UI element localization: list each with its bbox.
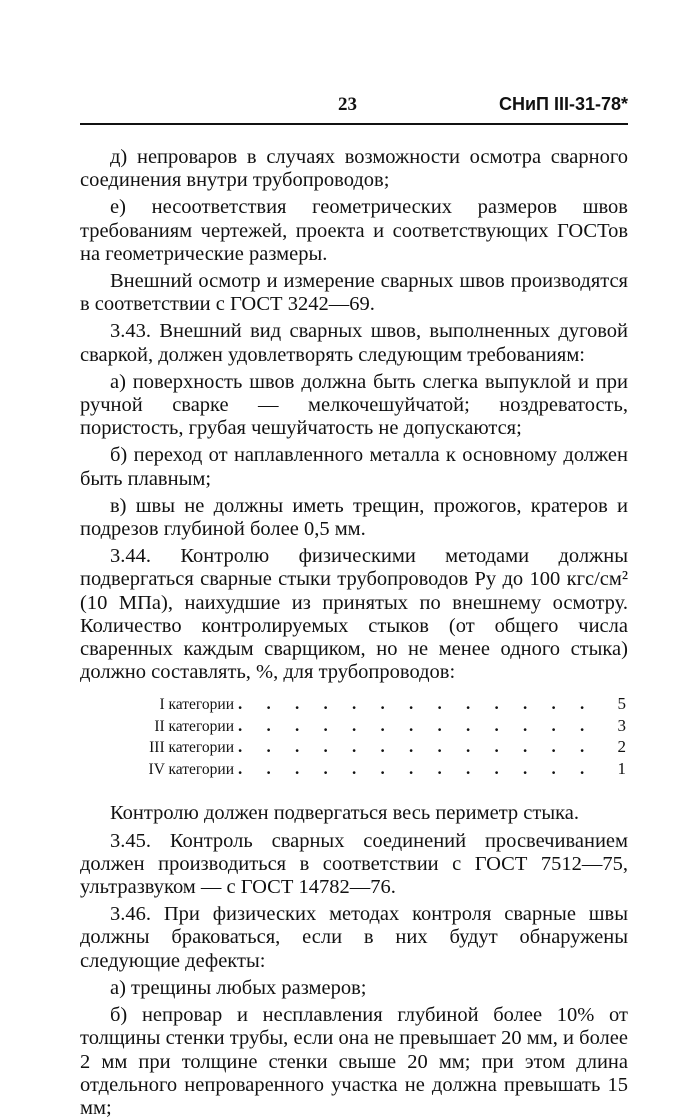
- leader-dots: [238, 716, 602, 737]
- paragraph-3-46: 3.46. При физических методах контроля сварные швы должны браковаться, если в них будут обнаружены следующие дефекты:: [80, 903, 628, 972]
- category-row: [106, 737, 628, 759]
- category-value: 2: [617, 737, 626, 757]
- category-value: 1: [617, 758, 626, 778]
- paragraph-visual-inspection: Внешний осмотр и измерение сварных швов производятся в соответствии с ГОСТ 3242—69.: [80, 270, 628, 316]
- paragraph-3-44: 3.44. Контролю физическими методами должны подвергаться сварные стыки трубопроводов Pу до 100 кгс/см² (10 МПа), наихудшие из принятых по внешнему осмотру. Количество контролируемых стыков (от общего числа сваренных каждым сварщиком, но не менее одного стыка) должно составлять, %, для трубопроводов:: [80, 545, 628, 684]
- paragraph-e: е) несоответствия геометрических размеров швов требованиям чертежей, проекта и соответствующих ГОСТов на геометрические размеры.: [80, 196, 628, 265]
- paragraph-3-45: 3.45. Контроль сварных соединений просвечиванием должен производиться в соответствии с ГОСТ 7512—75, ультразвуком — с ГОСТ 14782—76.: [80, 829, 628, 899]
- paragraph-d: д) непроваров в случаях возможности осмотра сварного соединения внутри трубопроводов;: [80, 146, 628, 192]
- page-header: [80, 94, 628, 120]
- category-value: 3: [617, 715, 626, 735]
- paragraph-3-43-v: в) швы не должны иметь трещин, прожогов, кратеров и подрезов глубиной более 0,5 мм.: [80, 494, 628, 541]
- category-label: II категории: [154, 717, 234, 735]
- leader-dots: [238, 759, 602, 780]
- category-label: III категории: [149, 739, 234, 757]
- header-rule: [80, 123, 628, 125]
- category-row: [106, 694, 628, 716]
- leader-dots: [238, 694, 602, 715]
- category-list: [80, 694, 628, 780]
- category-row: [106, 759, 628, 781]
- paragraph-3-43: 3.43. Внешний вид сварных швов, выполненных дуговой сваркой, должен удовлетворять следующим требованиям:: [80, 320, 628, 366]
- category-value: 5: [617, 694, 626, 714]
- leader-dots: [238, 737, 602, 758]
- paragraph-perimeter: Контролю должен подвергаться весь периметр стыка.: [110, 802, 580, 825]
- category-row: [106, 716, 628, 738]
- paragraph-3-46-a: а) трещины любых размеров;: [110, 976, 367, 999]
- paragraph-3-43-a: а) поверхность швов должна быть слегка выпуклой и при ручной сварке — мелкочешуйчатой; ноздреватость, пористость, грубая чешуйчатость не допускаются;: [80, 370, 628, 440]
- category-label: I категории: [159, 696, 234, 714]
- document-code: СНиП III-31-78*: [498, 94, 628, 114]
- category-label: IV категории: [148, 760, 234, 778]
- body-text: [80, 146, 628, 1120]
- paragraph-3-43-b: б) переход от наплавленного металла к основному должен быть плавным;: [80, 444, 628, 490]
- paragraph-3-46-b: б) непровар и несплавления глубиной более 10% от толщины стенки трубы, если она не превышает 20 мм, и более 2 мм при толщине стенки свыше 20 мм; при этом длина отдельного непроваренного участка не должна превышать 15 мм;: [80, 1004, 628, 1119]
- page-number: 23: [338, 94, 357, 115]
